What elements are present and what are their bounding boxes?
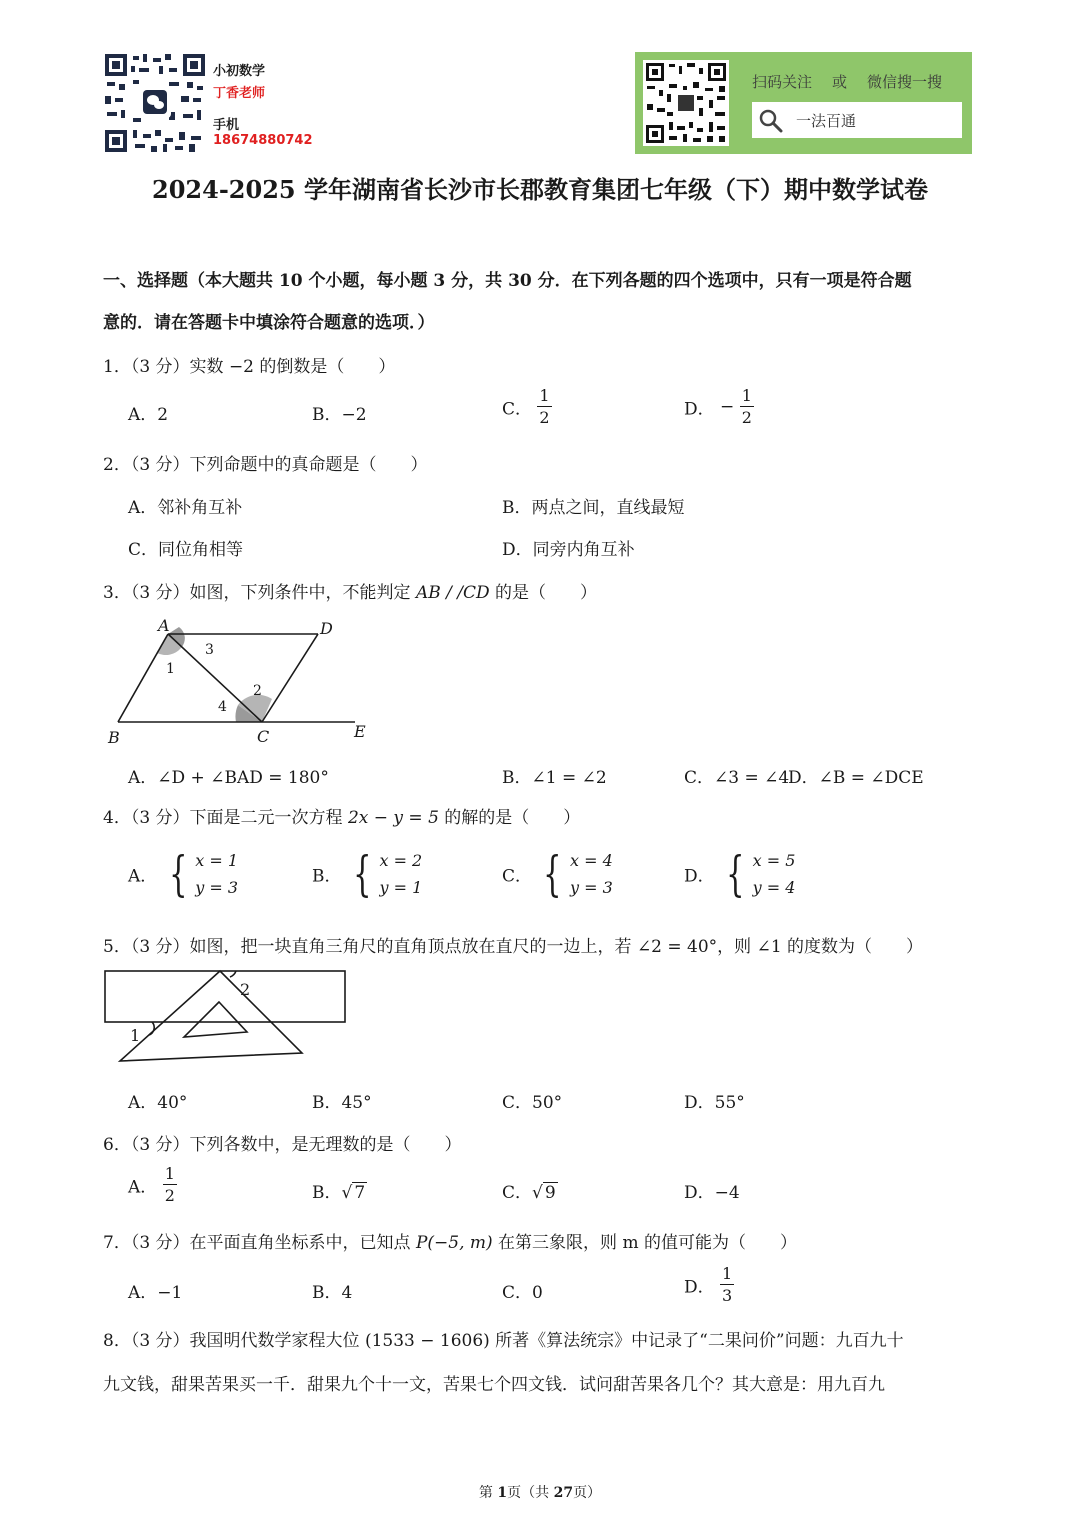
q6-option-c[interactable]: C．√ 9 bbox=[502, 1183, 556, 1203]
q4-option-a[interactable]: A． { x = 1 y = 3 bbox=[128, 846, 239, 902]
wechat-banner bbox=[635, 52, 972, 154]
question-3-stem: 3．（3 分）如图，下列条件中，不能判定 AB / /CD 的是（ ） bbox=[103, 583, 598, 603]
q3-label-b: B bbox=[108, 728, 120, 747]
q5-option-d[interactable]: D．55° bbox=[684, 1093, 745, 1113]
scan-follow-text: 扫码关注 bbox=[752, 73, 813, 91]
q1-option-a[interactable]: A．2 bbox=[128, 405, 169, 425]
q4-option-c[interactable]: C． { x = 4 y = 3 bbox=[502, 846, 613, 902]
question-5-stem: 5．（3 分）如图，把一块直角三角尺的直角顶点放在直尺的一边上，若 ∠2 = 40°，则 ∠1 的度数为（ ） bbox=[103, 937, 924, 957]
search-icon bbox=[758, 108, 784, 134]
q1-option-d[interactable] bbox=[684, 388, 754, 426]
sqrt-symbol: √ bbox=[341, 1183, 353, 1203]
search-value: 一法百通 bbox=[796, 112, 857, 130]
q5-option-b[interactable]: B．45° bbox=[312, 1093, 372, 1113]
question-8-line1: 8．（3 分）我国明代数学家程大位 (1533 − 1606) 所著《算法统宗》中记录了“二果问价”问题：九百九十 bbox=[103, 1331, 904, 1351]
contact-subject: 小初数学 bbox=[213, 64, 266, 79]
q5-option-a[interactable]: A．40° bbox=[128, 1093, 188, 1113]
q3-label-e: E bbox=[354, 722, 366, 741]
q2-option-a[interactable]: A．邻补角互补 bbox=[128, 498, 243, 518]
q1-d-fraction: $\frac{1}{2}$ bbox=[741, 386, 752, 427]
q1-option-c[interactable] bbox=[502, 388, 552, 426]
q4-stem-math: 2x − y = 5 bbox=[347, 808, 439, 828]
q7-option-d[interactable]: D． $\frac{1}{3}$ bbox=[684, 1264, 733, 1305]
question-4-stem: 4．（3 分）下面是二元一次方程 2x − y = 5 的解的是（ ） bbox=[103, 808, 581, 828]
q5-angle-1: 1 bbox=[130, 1026, 141, 1045]
q6-option-b[interactable]: B．√ 7 bbox=[312, 1183, 366, 1203]
q7-option-a[interactable]: A．−1 bbox=[128, 1283, 183, 1303]
q5-angle-2: 2 bbox=[240, 980, 251, 999]
section-heading-line1: 一、选择题（本大题共 10 个小题，每小题 3 分，共 30 分．在下列各题的四个选项中，只有一项是符合题 bbox=[103, 271, 912, 291]
q2-option-c[interactable]: C．同位角相等 bbox=[128, 540, 244, 560]
q3-option-a[interactable]: A．∠D + ∠BAD = 180° bbox=[128, 768, 329, 788]
question-2-stem: 2．（3 分）下列命题中的真命题是（ ） bbox=[103, 455, 428, 475]
q3-label-a: A bbox=[158, 616, 170, 635]
contact-teacher: 丁香老师 bbox=[213, 86, 266, 101]
q5-option-c[interactable]: C．50° bbox=[502, 1093, 563, 1113]
page-number: 1 bbox=[497, 1485, 508, 1501]
q3-angle-1: 1 bbox=[166, 661, 175, 677]
question-7-stem: 7．（3 分）在平面直角坐标系中，已知点 P(−5, m) 在第三象限，则 m 的值可能为（ ） bbox=[103, 1233, 797, 1253]
search-box[interactable] bbox=[752, 102, 962, 138]
q5-figure bbox=[100, 965, 350, 1075]
sqrt-symbol: √ bbox=[532, 1183, 543, 1203]
page-footer: 第 1页（共 27页） bbox=[478, 1485, 602, 1501]
contact-phone-number: 18674880742 bbox=[213, 133, 313, 148]
q3-stem-math: AB / /CD bbox=[415, 583, 490, 603]
q2-option-d[interactable]: D．同旁内角互补 bbox=[502, 540, 635, 560]
question-1-stem: 1．（3 分）实数 −2 的倒数是（ ） bbox=[103, 357, 396, 377]
q1-c-fraction: $\frac{1}{2}$ bbox=[539, 386, 550, 427]
q1-d-sign: − bbox=[720, 397, 735, 417]
q3-label-d: D bbox=[320, 619, 333, 638]
q3-angle-3: 3 bbox=[205, 642, 214, 658]
question-8-line2: 九文钱，甜果苦果买一千．甜果九个十一文，苦果七个四文钱．试问甜苦果各几个？其大意是：用九百九 bbox=[103, 1375, 885, 1395]
q7-option-c[interactable]: C．0 bbox=[502, 1283, 543, 1303]
q6-option-d[interactable]: D．−4 bbox=[684, 1183, 740, 1203]
section-heading-line2: 意的．请在答题卡中填涂符合题意的选项．） bbox=[103, 313, 435, 333]
q7-d-fraction: $\frac{1}{3}$ bbox=[722, 1264, 733, 1305]
q7-stem-math: P(−5, m) bbox=[415, 1233, 493, 1253]
q6-a-fraction: $\frac{1}{2}$ bbox=[164, 1164, 175, 1205]
q3-option-b[interactable]: B．∠1 = ∠2 bbox=[502, 768, 607, 788]
or-text: 或 bbox=[832, 73, 848, 91]
q4-option-b[interactable]: B． { x = 2 y = 1 bbox=[312, 846, 423, 902]
page-title: 2024-2025 学年湖南省长沙市长郡教育集团七年级（下）期中数学试卷 bbox=[152, 175, 928, 204]
qr-code-right bbox=[643, 60, 729, 146]
wechat-search-text: 微信搜一搜 bbox=[867, 73, 943, 91]
q1-c-label: C． bbox=[502, 399, 533, 420]
q1-d-label: D． bbox=[684, 399, 715, 420]
q3-angle-4: 4 bbox=[218, 699, 227, 715]
question-6-stem: 6．（3 分）下列各数中，是无理数的是（ ） bbox=[103, 1135, 462, 1155]
q6-option-a[interactable]: A． $\frac{1}{2}$ bbox=[128, 1164, 175, 1205]
header-contact-card bbox=[103, 52, 313, 154]
q3-option-d[interactable]: D．∠B = ∠DCE bbox=[788, 768, 924, 788]
q3-figure bbox=[100, 615, 380, 750]
q7-option-b[interactable]: B．4 bbox=[312, 1283, 353, 1303]
q3-label-c: C bbox=[257, 727, 270, 746]
qr-code-left bbox=[103, 52, 207, 154]
q2-option-b[interactable]: B．两点之间，直线最短 bbox=[502, 498, 685, 518]
q1-option-b[interactable]: B．−2 bbox=[312, 405, 367, 425]
contact-phone-label: 手机 bbox=[213, 118, 240, 133]
q4-option-d[interactable]: D． { x = 5 y = 4 bbox=[684, 846, 796, 902]
page-total: 27 bbox=[553, 1485, 574, 1501]
q3-angle-2: 2 bbox=[253, 683, 262, 699]
q3-option-c[interactable]: C．∠3 = ∠4 bbox=[684, 768, 790, 788]
